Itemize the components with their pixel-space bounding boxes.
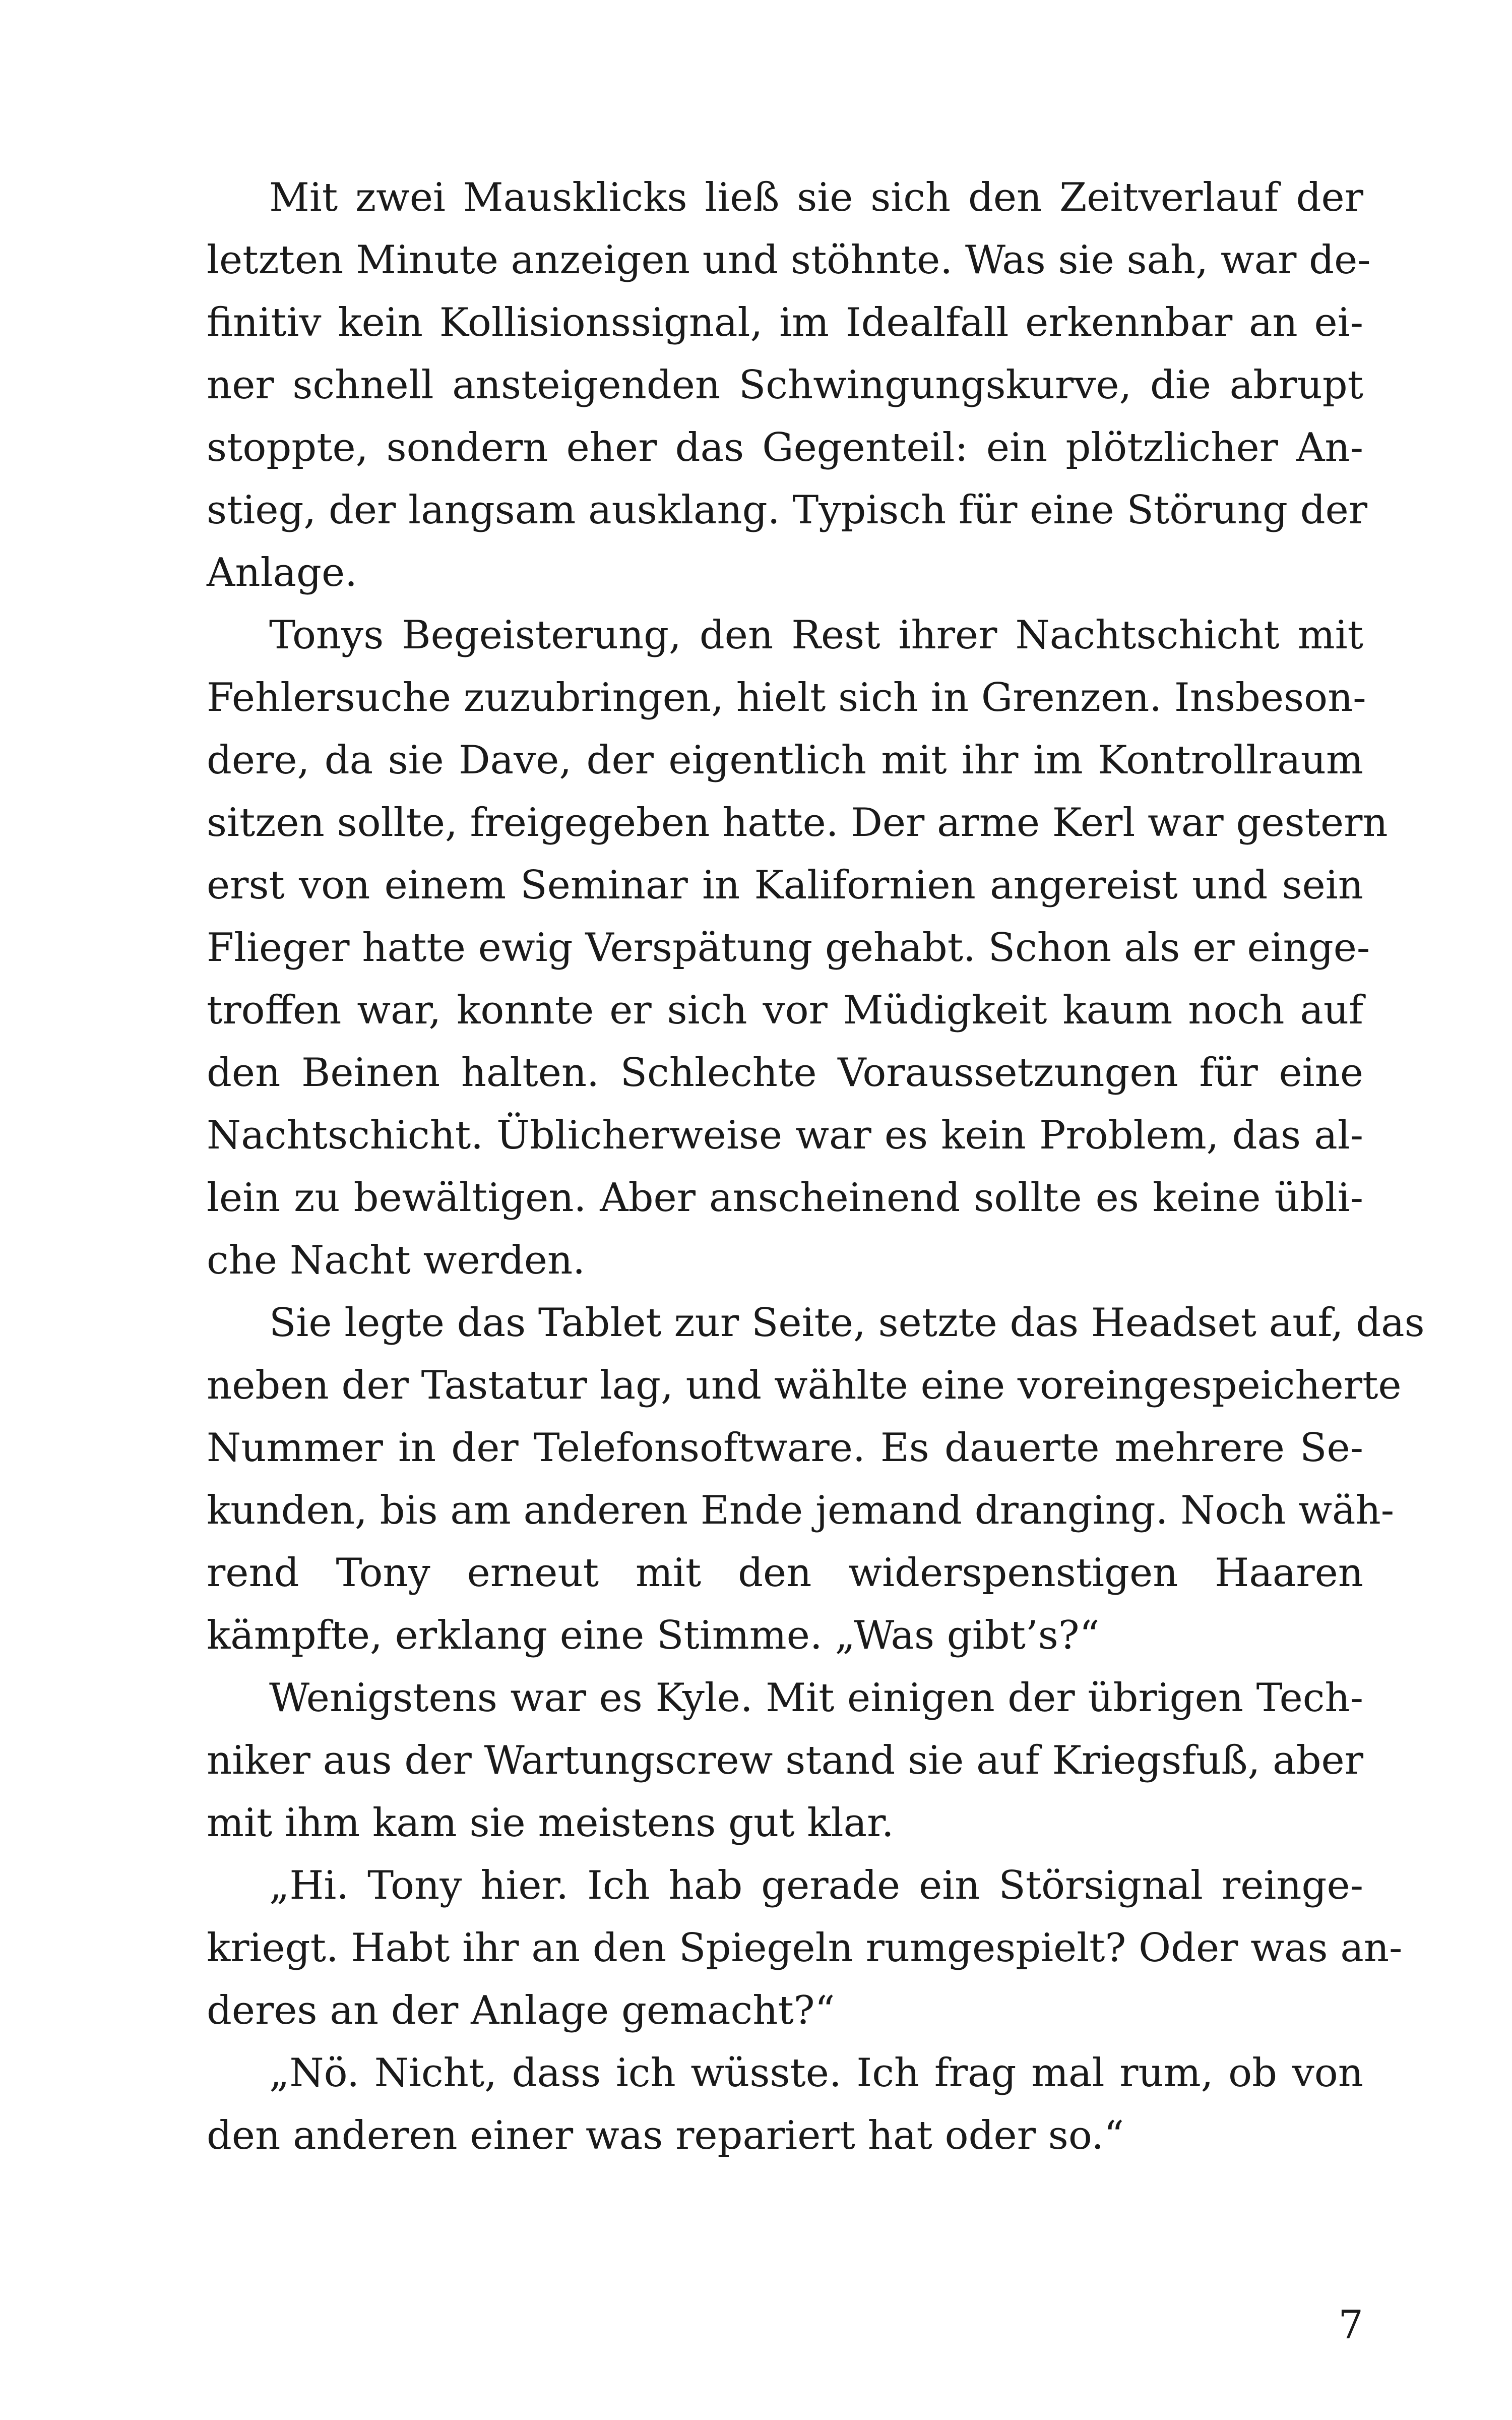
text-line: kriegt. Habt ihr an den Spiegeln rumgespielt? Oder was an- xyxy=(207,1925,1403,1971)
text-line: troffen war, konnte er sich vor Müdigkeit kaum noch auf xyxy=(207,988,1363,1033)
text-line: letzten Minute anzeigen und stöhnte. Was sie sah, war de- xyxy=(207,237,1371,283)
text-line: erst von einem Seminar in Kalifornien angereist und sein xyxy=(207,863,1363,908)
text-line: Fehlersuche zuzubringen, hielt sich in Grenzen. Insbeson- xyxy=(207,675,1366,720)
text-line: Wenigstens war es Kyle. Mit einigen der übrigen Tech- xyxy=(269,1675,1363,1721)
paragraph xyxy=(207,1667,1363,1854)
text-line: „Nö. Nicht, dass ich wüsste. Ich frag mal rum, ob von xyxy=(269,2050,1363,2096)
text-line: Tonys Begeisterung, den Rest ihrer Nachtschicht mit xyxy=(269,613,1363,658)
text-line: dere, da sie Dave, der eigentlich mit ihr im Kontrollraum xyxy=(207,738,1363,783)
page-number: 7 xyxy=(1338,2303,1363,2348)
text-line: kunden, bis am anderen Ende jemand dranging. Noch wäh- xyxy=(207,1488,1395,1533)
text-line: stieg, der langsam ausklang. Typisch für eine Störung der xyxy=(207,488,1368,533)
text-line: deres an der Anlage gemacht?“ xyxy=(207,1988,835,2033)
text-line: rend Tony erneut mit den widerspenstigen Haaren xyxy=(207,1550,1363,1596)
text-line: Mit zwei Mausklicks ließ sie sich den Zeitverlauf der xyxy=(269,175,1363,220)
text-line: Flieger hatte ewig Verspätung gehabt. Schon als er einge- xyxy=(207,925,1370,971)
paragraph xyxy=(207,166,1371,604)
text-line: neben der Tastatur lag, und wählte eine voreingespeicherte xyxy=(207,1363,1402,1408)
paragraph xyxy=(207,1854,1403,2042)
text-line: kämpfte, erklang eine Stimme. „Was gibt’s?“ xyxy=(207,1613,1100,1658)
body-text xyxy=(207,166,1425,2167)
paragraph xyxy=(207,604,1388,1292)
text-line: niker aus der Wartungscrew stand sie auf Kriegsfuß, aber xyxy=(207,1738,1363,1783)
text-line: den anderen einer was repariert hat oder so.“ xyxy=(207,2113,1124,2158)
text-line: den Beinen halten. Schlechte Voraussetzungen für eine xyxy=(207,1050,1363,1096)
text-line: ner schnell ansteigenden Schwingungskurve, die abrupt xyxy=(207,362,1363,408)
text-line: „Hi. Tony hier. Ich hab gerade ein Störsignal reinge- xyxy=(269,1863,1363,1908)
text-line: che Nacht werden. xyxy=(207,1238,586,1283)
text-line: finitiv kein Kollisionssignal, im Idealfall erkennbar an ei- xyxy=(207,300,1363,345)
text-line: Nachtschicht. Üblicherweise war es kein Problem, das al- xyxy=(207,1113,1363,1158)
text-line: Anlage. xyxy=(207,550,357,595)
paragraph xyxy=(207,2042,1363,2167)
text-line: stoppte, sondern eher das Gegenteil: ein plötzlicher An- xyxy=(207,425,1363,470)
text-line: Sie legte das Tablet zur Seite, setzte das Headset auf, das xyxy=(269,1300,1425,1346)
text-line: Nummer in der Telefonsoftware. Es dauerte mehrere Se- xyxy=(207,1425,1363,1471)
text-line: lein zu bewältigen. Aber anscheinend sollte es keine übli- xyxy=(207,1175,1363,1221)
paragraph xyxy=(207,1292,1425,1667)
text-line: mit ihm kam sie meistens gut klar. xyxy=(207,1800,894,1846)
text-line: sitzen sollte, freigegeben hatte. Der arme Kerl war gestern xyxy=(207,800,1388,845)
